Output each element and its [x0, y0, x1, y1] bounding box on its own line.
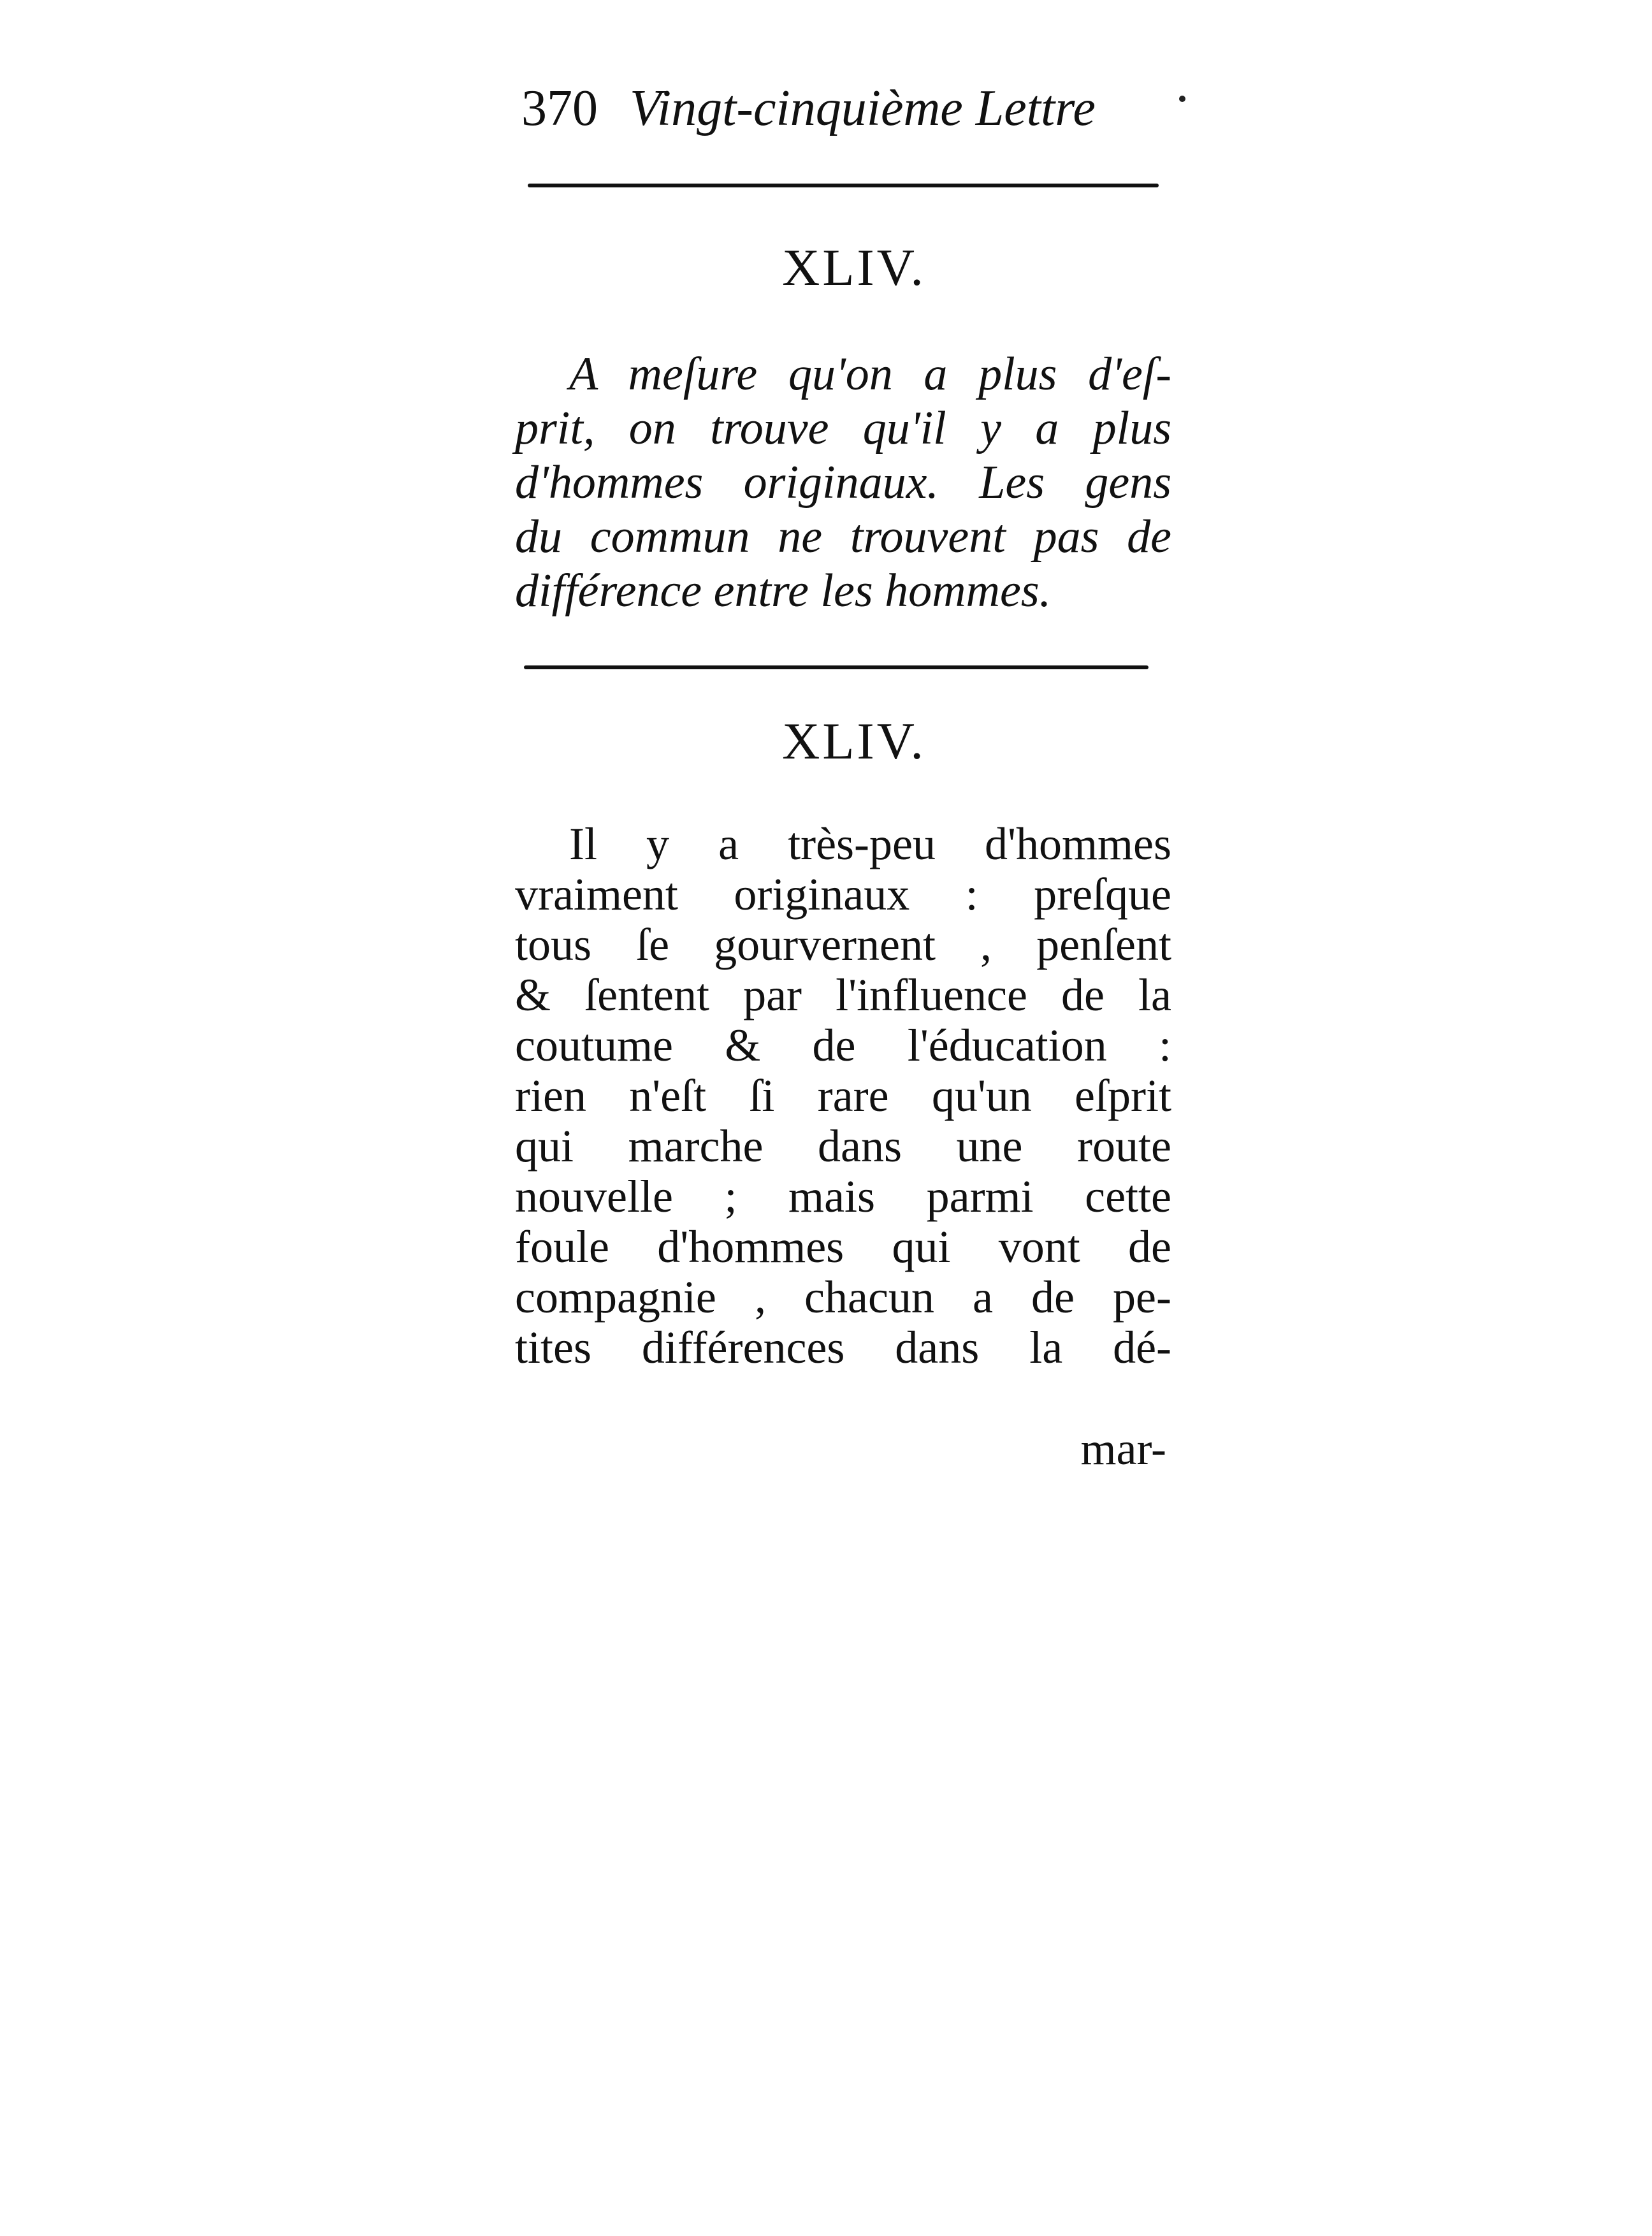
- maxim-xliv-roman: [515, 819, 1171, 1373]
- text-line: A meſure qu'on a plus d'eſ-: [569, 348, 1171, 400]
- top-rule: [528, 184, 1159, 187]
- text-line: tous ſe gourvernent , penſent: [515, 919, 1171, 970]
- text-line: rien n'eſt ſi rare qu'un eſprit: [515, 1070, 1171, 1121]
- catchword: mar-: [1080, 1423, 1166, 1474]
- text-line: vraiment originaux : preſque: [515, 869, 1171, 920]
- text-line: nouvelle ; mais parmi cette: [515, 1171, 1171, 1222]
- text-line: & ſentent par l'influence de la: [515, 969, 1171, 1020]
- text-line: différence entre les hommes.: [515, 565, 1052, 617]
- text-line: compagnie , chacun a de pe-: [515, 1272, 1171, 1323]
- page-header: [521, 70, 1159, 147]
- ink-speck: [1179, 96, 1185, 102]
- text-line: coutume & de l'éducation :: [515, 1020, 1171, 1071]
- section-heading: XLIV.: [782, 712, 926, 770]
- running-title: Vingt-cinquième Lettre: [630, 80, 1096, 136]
- maxim-xliv-italic: [515, 347, 1171, 618]
- text-line: du commun ne trouvent pas de: [515, 511, 1171, 563]
- section-rule: [524, 665, 1148, 669]
- text-line: d'hommes originaux. Les gens: [515, 456, 1171, 509]
- text-line: prit, on trouve qu'il y a plus: [515, 402, 1171, 454]
- text-line: foule d'hommes qui vont de: [515, 1221, 1171, 1272]
- text-line: tites différences dans la dé-: [515, 1322, 1171, 1373]
- section-heading: XLIV.: [782, 238, 926, 296]
- text-line: qui marche dans une route: [515, 1121, 1171, 1172]
- page-number: 370: [521, 80, 598, 136]
- text-line: Il y a très-peu d'hommes: [569, 818, 1171, 869]
